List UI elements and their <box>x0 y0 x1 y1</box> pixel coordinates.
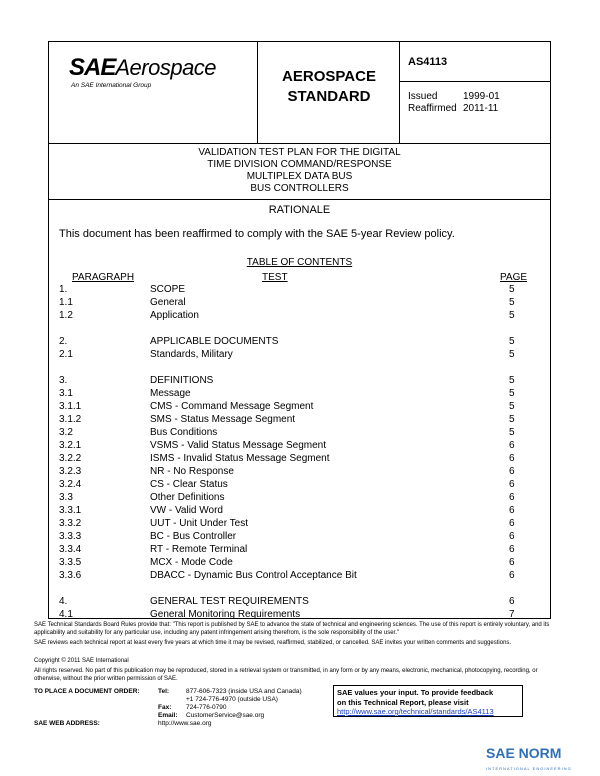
toc-title: General <box>150 297 186 308</box>
toc-number: 3.1.1 <box>59 401 82 412</box>
order-label: TO PLACE A DOCUMENT ORDER: <box>34 688 140 695</box>
toc-row[interactable] <box>49 375 550 388</box>
toc-row[interactable] <box>49 310 550 323</box>
toc-number: 3.2.4 <box>59 479 82 490</box>
toc-row[interactable] <box>49 453 550 466</box>
toc-row[interactable] <box>49 349 550 362</box>
toc-number: 3. <box>59 375 68 386</box>
legal-notice-3: All rights reserved. No part of this publication may be reproduced, stored in a retrieval system or transmitted, in any form or by any means, electronic, mechanical, photocopying, recording, or otherwise, without the prior written permission of SAE. <box>34 668 538 682</box>
web-link[interactable]: http://www.sae.org <box>158 720 212 727</box>
brand-norm: SAE NORM <box>486 745 562 761</box>
toc-title: Application <box>150 310 199 321</box>
toc-title: RT - Remote Terminal <box>150 544 248 555</box>
toc-page: 5 <box>509 284 515 295</box>
toc-page: 6 <box>509 557 515 568</box>
document-frame <box>48 41 551 619</box>
toc-row[interactable] <box>49 544 550 557</box>
toc-page: 6 <box>509 570 515 581</box>
toc-page: 7 <box>509 609 515 620</box>
toc-number: 3.3.2 <box>59 518 82 529</box>
reaffirmed-row <box>408 103 499 114</box>
toc-page: 5 <box>509 297 515 308</box>
toc-number: 1.1 <box>59 297 73 308</box>
standard-cell <box>258 42 400 143</box>
toc-title: DEFINITIONS <box>150 375 214 386</box>
toc-title: BC - Bus Controller <box>150 531 237 542</box>
toc-page: 6 <box>509 453 515 464</box>
toc-row[interactable] <box>49 388 550 401</box>
logo-cell <box>49 42 258 143</box>
sae-norm-logo <box>484 745 561 763</box>
reaffirmed-value: 2011-11 <box>463 103 499 114</box>
toc-page: 5 <box>509 388 515 399</box>
doc-number: AS4113 <box>408 56 448 68</box>
standard-title <box>258 67 400 107</box>
toc-col-page: PAGE <box>500 272 528 283</box>
toc-title: UUT - Unit Under Test <box>150 518 248 529</box>
fax-label: Fax: <box>158 704 172 711</box>
feedback-link[interactable]: http://www.sae.org/technical/standards/AS4113 <box>337 707 494 716</box>
rationale-text: This document has been reaffirmed to comply with the SAE 5-year Review policy. <box>59 228 455 240</box>
toc-row[interactable] <box>49 570 550 583</box>
toc-title: GENERAL TEST REQUIREMENTS <box>150 596 309 607</box>
toc-row[interactable] <box>49 557 550 570</box>
feedback-box <box>333 685 523 717</box>
legal-notice-2: SAE reviews each technical report at least every five years at which time it may be revised, reaffirmed, stabilized, or cancelled. SAE invites your written comments and suggestions. <box>34 640 512 646</box>
issued-row <box>408 91 500 102</box>
toc-page: 6 <box>509 479 515 490</box>
toc-number: 3.2.3 <box>59 466 82 477</box>
toc-title: Standards, Military <box>150 349 233 360</box>
toc-page: 6 <box>509 505 515 516</box>
toc-title: APPLICABLE DOCUMENTS <box>150 336 279 347</box>
toc-number: 3.3.5 <box>59 557 82 568</box>
toc-page: 6 <box>509 466 515 477</box>
toc-number: 3.1.2 <box>59 414 82 425</box>
title-line: VALIDATION TEST PLAN FOR THE DIGITAL <box>198 147 401 158</box>
toc-title: Bus Conditions <box>150 427 218 438</box>
toc-title: ISMS - Invalid Status Message Segment <box>150 453 330 464</box>
toc-page: 5 <box>509 336 515 347</box>
toc-number: 1. <box>59 284 68 295</box>
toc-row[interactable] <box>49 466 550 479</box>
toc-page: 5 <box>509 349 515 360</box>
toc-number: 3.3 <box>59 492 73 503</box>
toc-number: 3.3.1 <box>59 505 82 516</box>
toc-page: 5 <box>509 375 515 386</box>
logo-sae: SAE <box>69 54 116 81</box>
toc-col-paragraph: PARAGRAPH <box>72 272 135 283</box>
logo-aerospace: Aerospace <box>115 55 217 80</box>
toc-number: 3.1 <box>59 388 73 399</box>
header <box>49 42 550 144</box>
toc-title: CS - Clear Status <box>150 479 228 490</box>
toc-row[interactable] <box>49 492 550 505</box>
toc-number: 4. <box>59 596 68 607</box>
issued-value: 1999-01 <box>463 91 500 102</box>
email-label: Email: <box>158 712 178 719</box>
standard-line2: STANDARD <box>287 88 371 105</box>
feedback-line2: on this Technical Report, please visit <box>337 697 469 707</box>
toc-row[interactable] <box>49 297 550 310</box>
email-link[interactable]: CustomerService@sae.org <box>186 712 265 719</box>
tel-label: Tel: <box>158 688 170 695</box>
toc-number: 3.2.2 <box>59 453 82 464</box>
toc-row[interactable] <box>49 440 550 453</box>
copyright: Copyright © 2011 SAE International <box>34 658 129 664</box>
sae-aerospace-logo <box>69 54 216 82</box>
toc-row[interactable] <box>49 609 550 622</box>
feedback-line1: SAE values your input. To provide feedback <box>337 688 494 697</box>
toc-page: 5 <box>509 414 515 425</box>
doc-number-box <box>400 42 550 82</box>
toc-row[interactable] <box>49 479 550 492</box>
toc-title: Other Definitions <box>150 492 225 503</box>
web-label: SAE WEB ADDRESS: <box>34 720 100 727</box>
toc-row[interactable] <box>49 518 550 531</box>
toc-page: 6 <box>509 596 515 607</box>
toc-title: CMS - Command Message Segment <box>150 401 314 412</box>
toc-title: NR - No Response <box>150 466 234 477</box>
toc-title: Message <box>150 388 191 399</box>
toc-page: 5 <box>509 310 515 321</box>
toc-page: 6 <box>509 544 515 555</box>
toc-title: DBACC - Dynamic Bus Control Acceptance Bit <box>150 570 357 581</box>
toc-number: 3.2.1 <box>59 440 82 451</box>
toc-number: 3.3.4 <box>59 544 82 555</box>
toc-title: MCX - Mode Code <box>150 557 233 568</box>
toc-title: VW - Valid Word <box>150 505 223 516</box>
toc-page: 5 <box>509 427 515 438</box>
doc-number-cell <box>400 42 550 143</box>
toc-number: 2.1 <box>59 349 73 360</box>
toc-row[interactable] <box>49 427 550 440</box>
issued-label: Issued <box>408 91 438 102</box>
tel-inside: 877-606-7323 (inside USA and Canada) <box>186 688 302 695</box>
toc-row[interactable] <box>49 336 550 349</box>
toc-number: 3.3.3 <box>59 531 82 542</box>
brand-subtitle: INTERNATIONAL ENGINEERING <box>486 766 572 771</box>
fax-number: 724-776-0790 <box>186 704 227 711</box>
toc-row[interactable] <box>49 401 550 414</box>
tel-outside: +1 724-776-4970 (outside USA) <box>186 696 278 703</box>
title-line: TIME DIVISION COMMAND/RESPONSE <box>207 159 392 170</box>
toc-number: 1.2 <box>59 310 73 321</box>
standard-line1: AEROSPACE <box>282 68 376 85</box>
toc-row[interactable] <box>49 414 550 427</box>
toc-page: 6 <box>509 518 515 529</box>
toc-title: VSMS - Valid Status Message Segment <box>150 440 327 451</box>
toc-title: General Monitoring Requirements <box>150 609 301 620</box>
toc-number: 4.1 <box>59 609 73 620</box>
legal-notice-1: SAE Technical Standards Board Rules provide that: "This report is published by SAE to advance the state of technical and engineering sciences. The use of this report is entirely voluntary, and its applicability and suitability for any particular use, including any patent infringement arising therefrom, is the sole responsibility of the user." <box>34 622 550 636</box>
logo-subtitle: An SAE International Group <box>71 82 152 89</box>
toc-row[interactable] <box>49 531 550 544</box>
toc-number: 3.2 <box>59 427 73 438</box>
title-line: MULTIPLEX DATA BUS <box>246 171 353 182</box>
toc-number: 3.3.6 <box>59 570 82 581</box>
toc-row[interactable] <box>49 596 550 609</box>
rationale-heading: RATIONALE <box>268 204 331 216</box>
toc-heading: TABLE OF CONTENTS <box>246 257 353 268</box>
toc-row[interactable] <box>49 284 550 297</box>
toc-row[interactable] <box>49 505 550 518</box>
toc-page: 6 <box>509 440 515 451</box>
toc-page: 5 <box>509 401 515 412</box>
toc-page: 6 <box>509 492 515 503</box>
toc-title: SMS - Status Message Segment <box>150 414 296 425</box>
reaffirmed-label: Reaffirmed <box>408 103 457 114</box>
toc-title: SCOPE <box>150 284 186 295</box>
toc-page: 6 <box>509 531 515 542</box>
toc-col-test: TEST <box>262 272 288 283</box>
toc-number: 2. <box>59 336 68 347</box>
title-line: BUS CONTROLLERS <box>250 183 349 194</box>
document-title <box>49 143 550 200</box>
